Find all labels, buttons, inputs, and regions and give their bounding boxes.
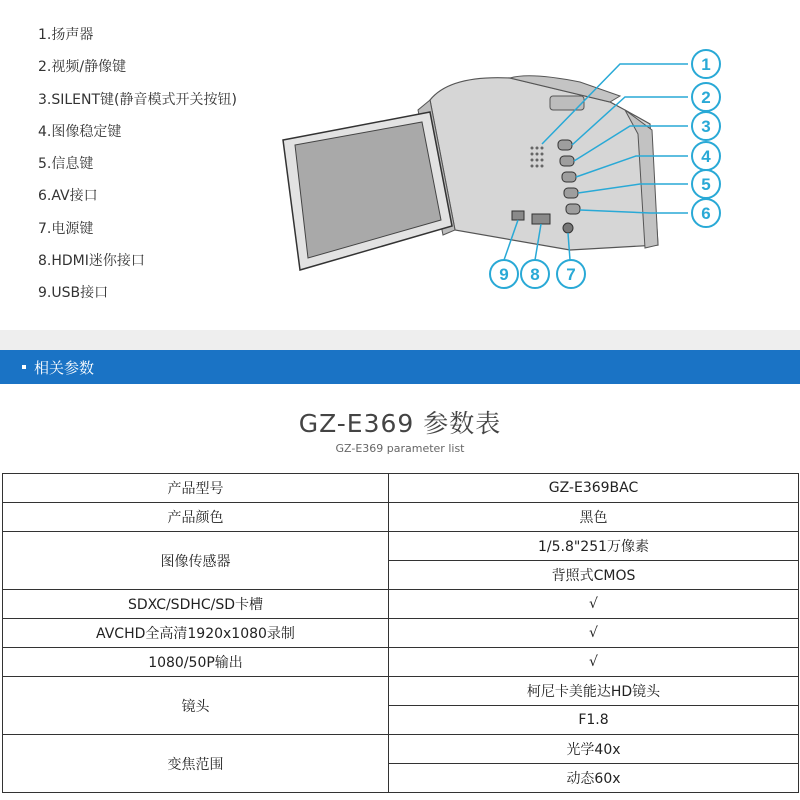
- callout-2: [692, 83, 720, 111]
- section-header-label: 相关参数: [34, 358, 95, 377]
- param-label: AVCHD全高清1920x1080录制: [3, 619, 389, 648]
- bullet-icon: [22, 365, 26, 369]
- callout-3: [692, 112, 720, 140]
- list-item: 6.AV接口: [38, 188, 98, 205]
- svg-text:6: 6: [701, 204, 711, 223]
- section-divider: [0, 330, 800, 350]
- svg-text:7: 7: [566, 265, 576, 284]
- param-label: 图像传感器: [3, 532, 389, 590]
- table-row: [3, 503, 799, 532]
- param-value: GZ-E369BAC: [389, 474, 799, 503]
- list-item: 2.视频/静像键: [38, 59, 127, 76]
- callout-9: [490, 260, 518, 288]
- callout-6: [692, 199, 720, 227]
- svg-text:9: 9: [499, 265, 509, 284]
- callout-7: [557, 260, 585, 288]
- table-subtitle: GZ-E369 parameter list: [335, 442, 465, 455]
- param-label: 1080/50P输出: [3, 648, 389, 677]
- svg-text:3: 3: [701, 117, 711, 136]
- callout-5: [692, 170, 720, 198]
- camcorder-illustration: [280, 40, 740, 310]
- svg-text:5: 5: [701, 175, 711, 194]
- table-row: [3, 590, 799, 619]
- param-label: 镜头: [3, 677, 389, 735]
- param-value: 背照式CMOS: [389, 561, 799, 590]
- svg-text:4: 4: [701, 147, 711, 166]
- table-row: [3, 735, 799, 764]
- param-label: SDXC/SDHC/SD卡槽: [3, 590, 389, 619]
- param-label: 产品颜色: [3, 503, 389, 532]
- camera-diagram-section: [0, 0, 800, 330]
- table-row: [3, 677, 799, 706]
- param-value: 1/5.8"251万像素: [389, 532, 799, 561]
- table-row: [3, 619, 799, 648]
- section-header-related-params: [0, 350, 800, 384]
- table-row: [3, 648, 799, 677]
- callout-4: [692, 142, 720, 170]
- svg-text:8: 8: [530, 265, 540, 284]
- callout-1: [692, 50, 720, 78]
- param-label: 变焦范围: [3, 735, 389, 793]
- list-item: 1.扬声器: [38, 27, 94, 43]
- svg-text:2: 2: [701, 88, 711, 107]
- param-value: 光学40x: [389, 735, 799, 764]
- param-value: 动态60x: [389, 764, 799, 793]
- param-value: √: [389, 619, 799, 648]
- table-row: [3, 474, 799, 503]
- list-item: 7.电源键: [38, 220, 94, 237]
- list-item: 3.SILENT键(静音模式开关按钮): [38, 91, 237, 108]
- param-value: √: [389, 648, 799, 677]
- table-row: [3, 532, 799, 561]
- parameter-table: [2, 473, 799, 793]
- list-item: 5.信息键: [38, 156, 94, 173]
- param-label: 产品型号: [3, 474, 389, 503]
- svg-text:1: 1: [701, 55, 711, 74]
- param-value: F1.8: [389, 706, 799, 735]
- list-item: 4.图像稳定键: [38, 123, 122, 140]
- table-title: GZ-E369 参数表: [298, 409, 502, 438]
- param-value: 黑色: [389, 503, 799, 532]
- list-item: 9.USB接口: [38, 285, 109, 302]
- list-item: 8.HDMI迷你接口: [38, 253, 145, 270]
- param-value: 柯尼卡美能达HD镜头: [389, 677, 799, 706]
- callout-8: [521, 260, 549, 288]
- feature-list: [38, 22, 237, 313]
- param-value: √: [389, 590, 799, 619]
